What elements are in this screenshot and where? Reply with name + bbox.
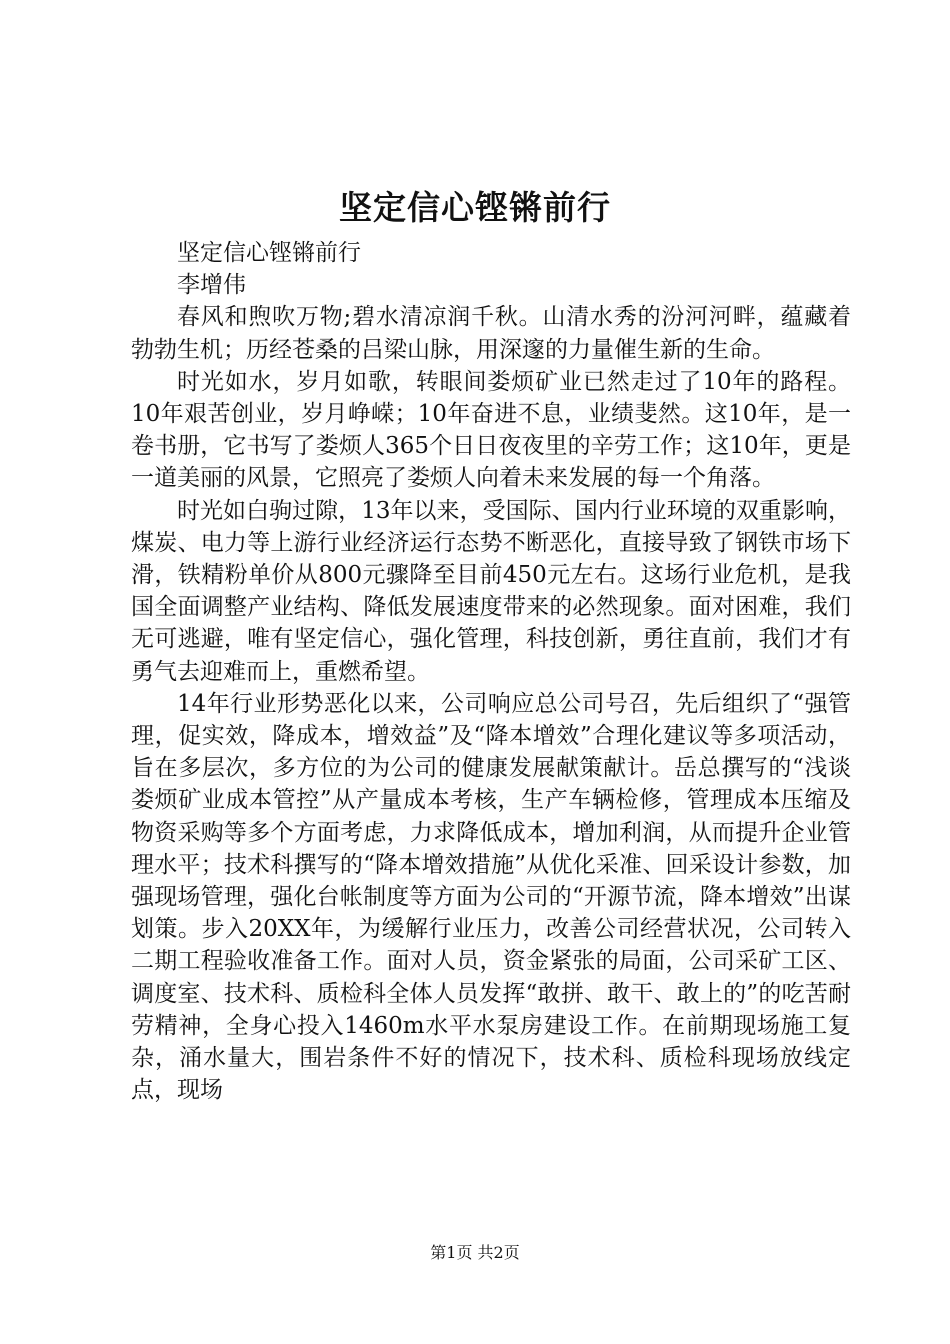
body-paragraph: 时光如水，岁月如歌，转眼间娄烦矿业已然走过了10年的路程。10年艰苦创业，岁月峥嵘；10年奋进不息，业绩斐然。这10年，是一卷书册，它书写了娄烦人365个日日夜夜里的辛劳工作；这10年，更是一道美丽的风景，它照亮了娄烦人向着未来发展的每一个角落。: [131, 368, 851, 492]
document-body: [131, 237, 851, 1106]
body-paragraph: 春风和煦吹万物;碧水清凉润千秋。山清水秀的汾河河畔，蕴藏着勃勃生机；历经苍桑的吕梁山脉，用深邃的力量催生新的生命。: [131, 304, 851, 363]
body-paragraph: 14年行业形势恶化以来，公司响应总公司号召，先后组织了“强管理，促实效，降成本，增效益”及“降本增效”合理化建议等多项活动，旨在多层次，多方位的为公司的健康发展献策献计。岳总撰写的“浅谈娄烦矿业成本管控”从产量成本考核，生产车辆检修，管理成本压缩及物资采购等多个方面考虑，力求降低成本，增加利润，从而提升企业管理水平；技术科撰写的“降本增效措施”从优化采准、回采设计参数，加强现场管理，强化台帐制度等方面为公司的“开源节流，降本增效”出谋划策。步入20XX年，为缓解行业压力，改善公司经营状况，公司转入二期工程验收准备工作。面对人员，资金紧张的局面，公司采矿工区、调度室、技术科、质检科全体人员发挥“敢拼、敢干、敢上的”的吃苦耐劳精神，全身心投入1460m水平水泵房建设工作。在前期现场施工复杂，涌水量大，围岩条件不好的情况下，技术科、质检科现场放线定点，现场: [131, 690, 851, 1104]
page-footer: 第1页 共2页: [430, 1243, 520, 1262]
body-paragraph: 时光如白驹过隙，13年以来，受国际、国内行业环境的双重影响，煤炭、电力等上游行业经济运行态势不断恶化，直接导致了钢铁市场下滑，铁精粉单价从800元骤降至目前450元左右。这场行业危机，是我国全面调整产业结构、降低发展速度带来的必然现象。面对困难，我们无可逃避，唯有坚定信心，强化管理，科技创新，勇往直前，我们才有勇气去迎难而上，重燃希望。: [131, 497, 851, 685]
body-author: 李增伟: [177, 272, 246, 299]
body-subtitle: 坚定信心铿锵前行: [177, 240, 361, 266]
document-title: 坚定信心铿锵前行: [339, 188, 611, 227]
